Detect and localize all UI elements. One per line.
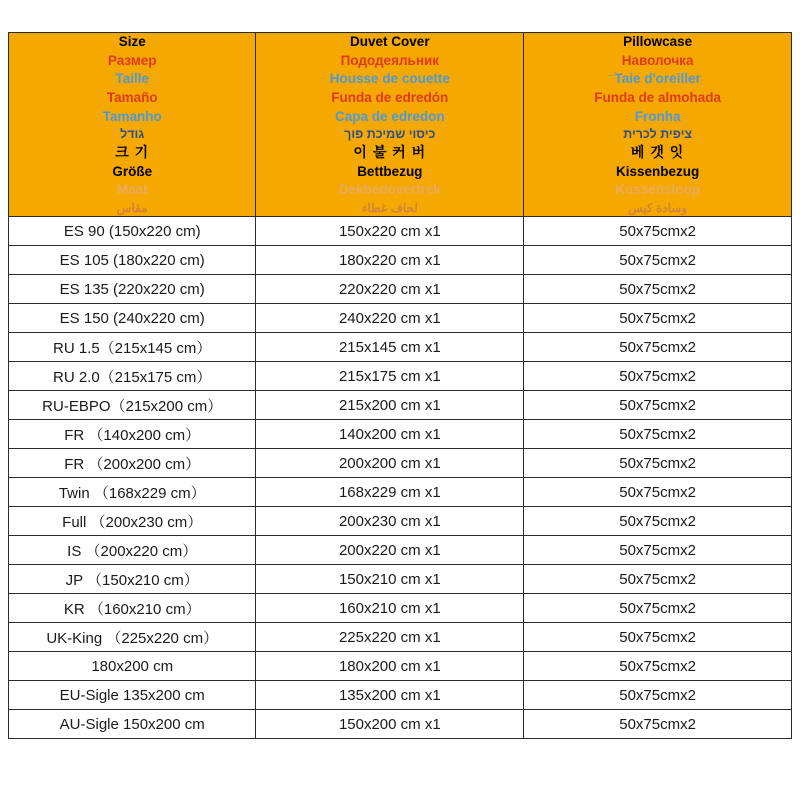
table-row — [9, 565, 792, 594]
cell-pillow: 50x75cmx2 — [524, 362, 792, 391]
header-size-line-5: Tamanho — [102, 108, 162, 124]
header-duvet-line-10: لحاف غطاء — [361, 200, 418, 215]
header-pillow-line-3: Taie d'oreiller — [614, 71, 701, 87]
table-row — [9, 362, 792, 391]
header-size-line-3: Taille — [115, 71, 149, 87]
header-size-line-2: Размер — [107, 52, 157, 68]
table-row — [9, 333, 792, 362]
cell-size: FR （200x200 cm） — [9, 449, 256, 478]
header-size-line-7: 크 기 — [115, 144, 150, 161]
cell-pillow: 50x75cmx2 — [524, 420, 792, 449]
cell-pillow: 50x75cmx2 — [524, 565, 792, 594]
table-header-row — [9, 33, 792, 217]
header-pillow-line-5: Fronha — [634, 108, 681, 124]
header-duvet-line-6: כיסוי שמיכת פוך — [344, 127, 436, 142]
header-pillow-line-4: Funda de almohada — [594, 89, 721, 105]
cell-duvet: 168x229 cm x1 — [256, 478, 524, 507]
table-row — [9, 536, 792, 565]
header-size-line-9: Maat — [116, 182, 148, 198]
header-pillow-line-8: Kissenbezug — [615, 163, 700, 179]
cell-pillow: 50x75cmx2 — [524, 449, 792, 478]
cell-size: FR （140x200 cm） — [9, 420, 256, 449]
cell-duvet: 215x175 cm x1 — [256, 362, 524, 391]
header-size-line-6: גודל — [120, 127, 145, 142]
header-pillow-line-2: Наволочка — [621, 52, 694, 68]
cell-duvet: 200x200 cm x1 — [256, 449, 524, 478]
header-cell-pillowcase — [524, 33, 792, 217]
cell-size: Twin （168x229 cm） — [9, 478, 256, 507]
header-duvet-line-3: Housse de couette — [329, 71, 450, 87]
header-duvet-line-4: Funda de edredón — [331, 89, 449, 105]
header-pillow-line-6: ציפית לכרית — [623, 127, 692, 142]
header-duvet-line-5: Capa de edredon — [335, 108, 445, 124]
cell-size: 180x200 cm — [9, 652, 256, 681]
table-row — [9, 507, 792, 536]
cell-duvet: 240x220 cm x1 — [256, 304, 524, 333]
table-row — [9, 217, 792, 246]
cell-pillow: 50x75cmx2 — [524, 391, 792, 420]
cell-duvet: 215x200 cm x1 — [256, 391, 524, 420]
cell-duvet: 220x220 cm x1 — [256, 275, 524, 304]
cell-size: RU 2.0（215x175 cm） — [9, 362, 256, 391]
table-row — [9, 681, 792, 710]
cell-duvet: 150x210 cm x1 — [256, 565, 524, 594]
header-pillow-line-9: Kussensloop — [615, 182, 700, 198]
cell-size: RU-EBPO（215x200 cm） — [9, 391, 256, 420]
cell-duvet: 180x220 cm x1 — [256, 246, 524, 275]
table-row — [9, 652, 792, 681]
cell-pillow: 50x75cmx2 — [524, 710, 792, 739]
cell-duvet: 160x210 cm x1 — [256, 594, 524, 623]
table-row — [9, 391, 792, 420]
cell-pillow: 50x75cmx2 — [524, 333, 792, 362]
header-cell-duvet-cover — [256, 33, 524, 217]
cell-size: Full （200x230 cm） — [9, 507, 256, 536]
cell-size: UK-King （225x220 cm） — [9, 623, 256, 652]
header-pillow-line-7: 베 갯 잇 — [630, 144, 685, 161]
header-size-line-10: مقاس — [116, 200, 148, 215]
cell-size: ES 90 (150x220 cm) — [9, 217, 256, 246]
cell-pillow: 50x75cmx2 — [524, 304, 792, 333]
cell-size: KR （160x210 cm） — [9, 594, 256, 623]
header-pillow-line-10: وسادة كيس — [628, 200, 688, 215]
header-duvet-line-2: Пододеяльник — [340, 52, 440, 68]
cell-size: AU-Sigle 150x200 cm — [9, 710, 256, 739]
cell-size: ES 150 (240x220 cm) — [9, 304, 256, 333]
cell-pillow: 50x75cmx2 — [524, 623, 792, 652]
cell-duvet: 140x200 cm x1 — [256, 420, 524, 449]
cell-pillow: 50x75cmx2 — [524, 652, 792, 681]
cell-pillow: 50x75cmx2 — [524, 275, 792, 304]
table-row — [9, 710, 792, 739]
cell-size: IS （200x220 cm） — [9, 536, 256, 565]
cell-duvet: 180x200 cm x1 — [256, 652, 524, 681]
table-row — [9, 449, 792, 478]
cell-duvet: 135x200 cm x1 — [256, 681, 524, 710]
header-size-line-8: Größe — [112, 163, 153, 179]
table-row — [9, 478, 792, 507]
table-row — [9, 420, 792, 449]
header-duvet-line-8: Bettbezug — [357, 163, 423, 179]
cell-duvet: 150x220 cm x1 — [256, 217, 524, 246]
cell-duvet: 200x220 cm x1 — [256, 536, 524, 565]
header-duvet-line-1: Duvet Cover — [350, 34, 430, 49]
cell-pillow: 50x75cmx2 — [524, 681, 792, 710]
cell-pillow: 50x75cmx2 — [524, 478, 792, 507]
header-duvet-line-7: 이 불 커 버 — [353, 144, 427, 161]
header-size-line-4: Tamaño — [106, 89, 158, 105]
header-pillow-line-1: Pillowcase — [623, 34, 693, 49]
cell-duvet: 200x230 cm x1 — [256, 507, 524, 536]
cell-duvet: 215x145 cm x1 — [256, 333, 524, 362]
header-size-line-1: Size — [118, 34, 146, 49]
table-row — [9, 304, 792, 333]
table-row — [9, 275, 792, 304]
cell-size: RU 1.5（215x145 cm） — [9, 333, 256, 362]
table-row — [9, 246, 792, 275]
table-row — [9, 594, 792, 623]
cell-duvet: 225x220 cm x1 — [256, 623, 524, 652]
cell-pillow: 50x75cmx2 — [524, 536, 792, 565]
cell-size: ES 135 (220x220 cm) — [9, 275, 256, 304]
header-duvet-line-9: Dekbedovertrek — [338, 182, 441, 198]
cell-pillow: 50x75cmx2 — [524, 594, 792, 623]
header-cell-size — [9, 33, 256, 217]
size-chart-table — [8, 32, 792, 739]
cell-size: JP （150x210 cm） — [9, 565, 256, 594]
cell-pillow: 50x75cmx2 — [524, 507, 792, 536]
cell-size: ES 105 (180x220 cm) — [9, 246, 256, 275]
table-body — [9, 33, 792, 739]
cell-pillow: 50x75cmx2 — [524, 217, 792, 246]
table-row — [9, 623, 792, 652]
cell-pillow: 50x75cmx2 — [524, 246, 792, 275]
cell-size: EU-Sigle 135x200 cm — [9, 681, 256, 710]
cell-duvet: 150x200 cm x1 — [256, 710, 524, 739]
